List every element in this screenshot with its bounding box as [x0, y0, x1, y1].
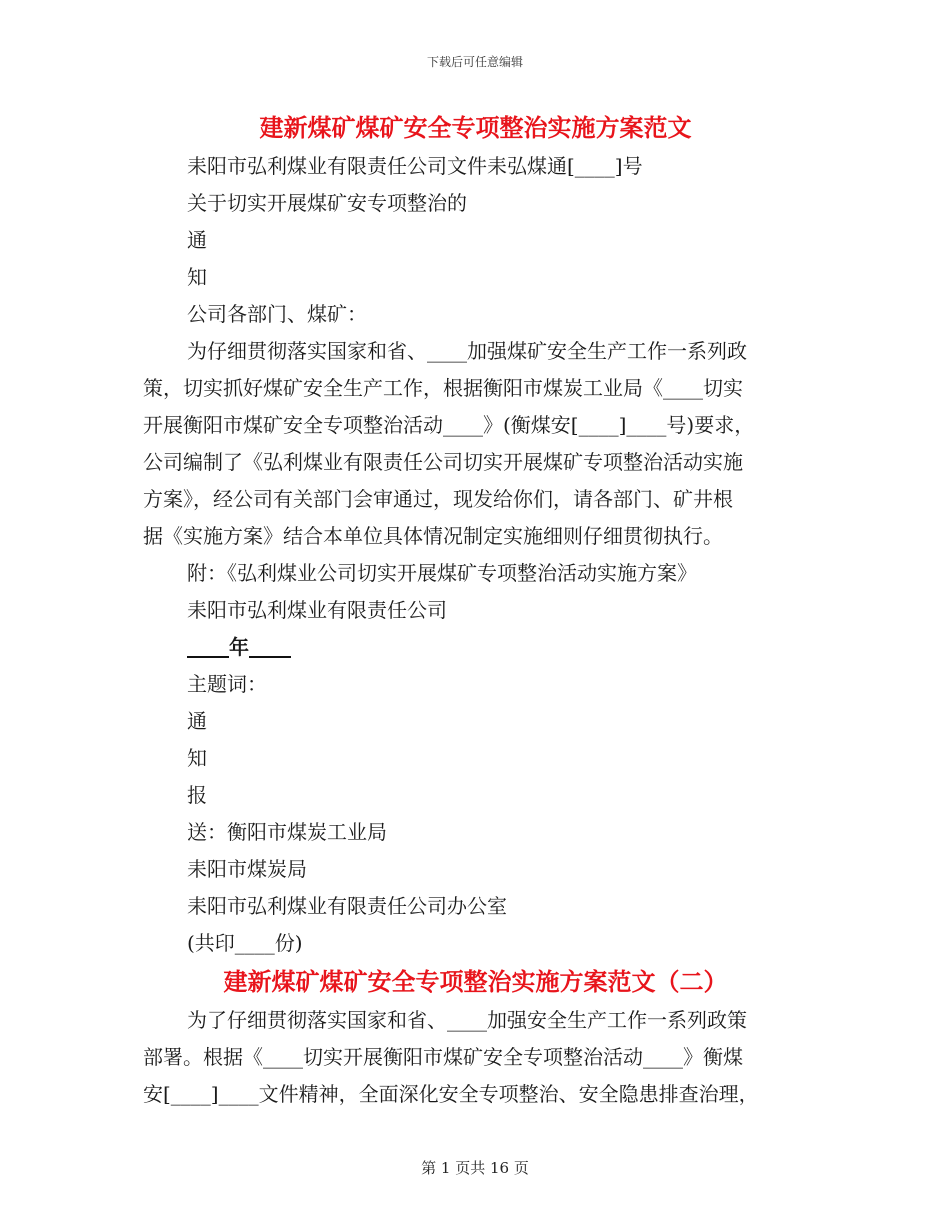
- notice-char-2: 知: [187, 265, 207, 289]
- paragraph-line: 为了仔细贯彻落实国家和省、____加强安全生产工作一系列政策: [187, 1008, 747, 1032]
- paragraph-line: 开展衡阳市煤矿安全专项整治活动____》(衡煤安[____]____号)要求，: [143, 413, 755, 437]
- keyword-char: 知: [187, 746, 207, 770]
- paragraph-line: 策，切实抓好煤矿安全生产工作，根据衡阳市煤炭工业局《____切实: [143, 376, 743, 400]
- issuer-line: 耒阳市弘利煤业有限责任公司: [187, 598, 447, 622]
- attachment-line: 附：《弘利煤业公司切实开展煤矿专项整治活动实施方案》: [187, 561, 697, 585]
- report-char: 报: [187, 783, 207, 807]
- distribution-line: 送：衡阳市煤炭工业局: [187, 820, 387, 844]
- section-2-title: 建新煤矿煤矿安全专项整治实施方案范文（二）: [223, 967, 728, 996]
- paragraph-line: 安[____]____文件精神，全面深化安全专项整治、安全隐患排查治理，: [143, 1082, 759, 1106]
- year-label: 年: [229, 635, 249, 659]
- copies-line: (共印____份): [187, 931, 303, 955]
- blank-underline: [249, 630, 291, 658]
- paragraph-line: 据《实施方案》结合本单位具体情况制定实施细则仔细贯彻执行。: [143, 524, 723, 548]
- keywords-label: 主题词：: [187, 672, 267, 696]
- paragraph-line: 为仔细贯彻落实国家和省、____加强煤矿安全生产工作一系列政: [187, 339, 747, 363]
- distribution-line: 耒阳市弘利煤业有限责任公司办公室: [187, 894, 507, 918]
- distribution-line: 耒阳市煤炭局: [187, 857, 307, 881]
- section-1-title: 建新煤矿煤矿安全专项整治实施方案范文: [259, 113, 692, 142]
- paragraph-line: 公司编制了《弘利煤业有限责任公司切实开展煤矿专项整治活动实施: [143, 450, 743, 474]
- paragraph-line: 方案》，经公司有关部门会审通过，现发给你们，请各部门、矿井根: [143, 487, 733, 511]
- blank-underline: [187, 630, 229, 658]
- page-number: 第 1 页共 16 页: [421, 1159, 529, 1177]
- recipients-line: 公司各部门、煤矿：: [187, 302, 367, 326]
- keyword-char: 通: [187, 709, 207, 733]
- date-line: [143, 629, 808, 666]
- document-body: [143, 108, 808, 1113]
- document-number-line: 耒阳市弘利煤业有限责任公司文件耒弘煤通[____]号: [187, 154, 643, 178]
- header-note: 下载后可任意编辑: [426, 55, 523, 69]
- paragraph-line: 部署。根据《____切实开展衡阳市煤矿安全专项整治活动____》衡煤: [143, 1045, 743, 1069]
- notice-char-1: 通: [187, 228, 207, 252]
- notice-subject-line: 关于切实开展煤矿安专项整治的: [187, 191, 467, 215]
